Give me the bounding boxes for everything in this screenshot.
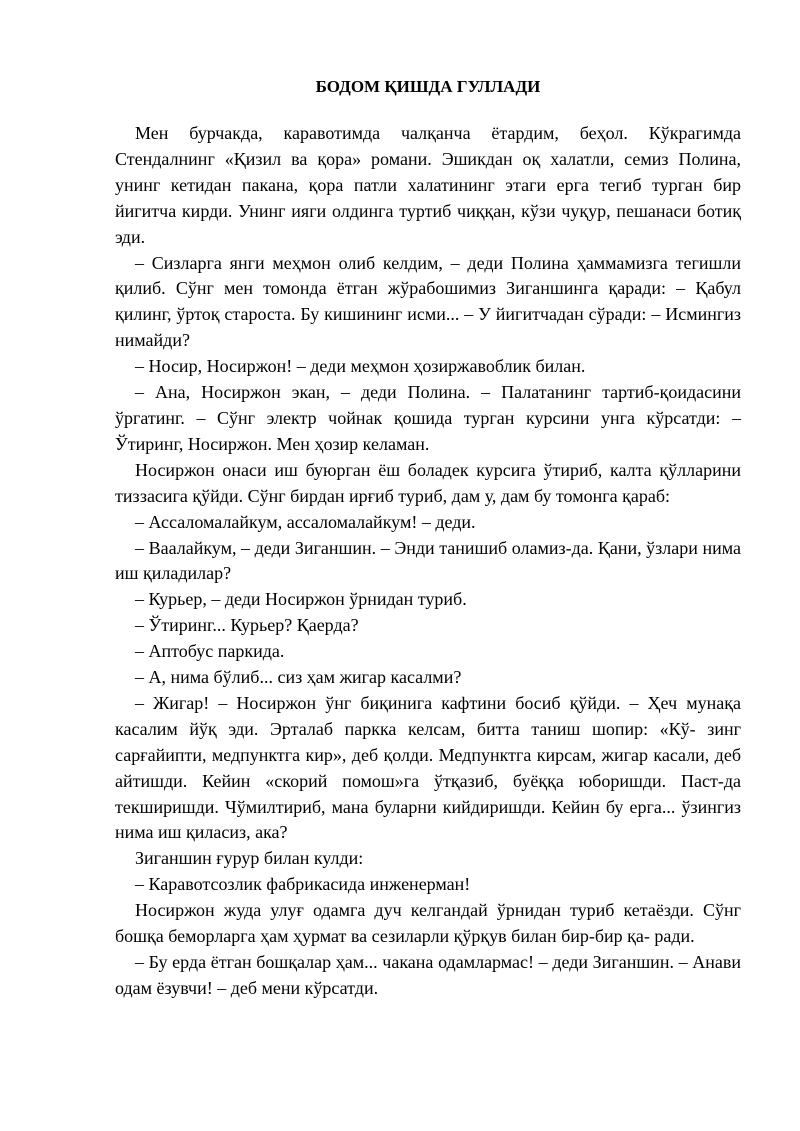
paragraph: – Аптобус паркида.: [135, 641, 285, 662]
paragraph: Зиганшин ғурур билан кулди:: [135, 848, 364, 869]
story-body: [115, 121, 741, 1002]
paragraph: – Жигар! – Носиржон ўнг биқинига кафтини босиб қўйди. – Ҳеч мунақа касалим йўқ эди. Эрталаб паркка келсам, битта таниш шопир: «Кў- зинг сарғайипти, медпунктга кир», деб қолди. Медпунктга кирсам, жигар касали, деб айтишди. Кейин «скорий помош»га ўтқазиб, буёққа юборишди. Паст-да текширишди. Чўмилтириб, мана буларни кийдиришди. Кейин бу ерга... ўзингиз нима иш қиласиз, ака?: [115, 692, 741, 843]
paragraph: – Носир, Носиржон! – деди меҳмон ҳозиржавоблик билан.: [135, 356, 586, 377]
paragraph: – А, нима бўлиб... сиз ҳам жигар касалми?: [135, 667, 462, 688]
paragraph: Носиржон онаси иш буюрган ёш боладек курсига ўтириб, калта қўлларини тиззасига қўйди. Сўнг бирдан ирғиб туриб, дам у, дам бу томонга қараб:: [115, 459, 741, 506]
paragraph: – Сизларга янги меҳмон олиб келдим, – деди Полина ҳаммамизга тегишли қилиб. Сўнг мен томонда ётган жўрабошимиз Зиганшинга қаради: – Қабул қилинг, ўртоқ староста. Бу кишининг исми... – У йигитчадан сўради: – Исмингиз нимайди?: [115, 252, 741, 351]
paragraph: – Ўтиринг... Курьер? Қаерда?: [135, 615, 359, 636]
paragraph: – Бу ерда ётган бошқалар ҳам... чакана одамлармас! – деди Зиганшин. – Анави одам ёзувчи! – деб мени кўрсатди.: [115, 952, 741, 998]
paragraph: Мен бурчакда, каравотимда чалқанча ётардим, беҳол. Кўкрагимда Стендалнинг «Қизил ва қора» романи. Эшикдан оқ халатли, семиз Полина, унинг кетидан пакана, қора патли халатининг этаги ерга тегиб турган бир йигитча кирди. Унинг ияги олдинга туртиб чиққан, кўзи чуқур, пешанаси ботиқ эди.: [115, 123, 741, 247]
paragraph: – Курьер, – деди Носиржон ўрнидан туриб.: [135, 589, 467, 610]
paragraph: Носиржон жуда улуғ одамга дуч келгандай ўрнидан туриб кетаёзди. Сўнг бошқа беморларга ҳам ҳурмат ва сезиларли қўрқув билан бир-бир қа- ради.: [115, 900, 741, 947]
paragraph: – Каравотсозлик фабрикасида инженерман!: [135, 874, 471, 895]
paragraph: – Ассаломалайкум, ассаломалайкум! – деди.: [135, 511, 476, 532]
paragraph: – Ана, Носиржон экан, – деди Полина. – Палатанинг тартиб-қоидасини ўргатинг. – Сўнг электр чойнак қошида турган курсини унга кўрсатди: – Ўтиринг, Носиржон. Мен ҳозир келаман.: [115, 382, 741, 454]
page-title: БОДОМ ҚИШДА ГУЛЛАДИ: [315, 77, 541, 96]
paragraph: – Ваалайкум, – деди Зиганшин. – Энди танишиб оламиз-да. Қани, ўзлари нима иш қиладилар?: [115, 537, 741, 584]
